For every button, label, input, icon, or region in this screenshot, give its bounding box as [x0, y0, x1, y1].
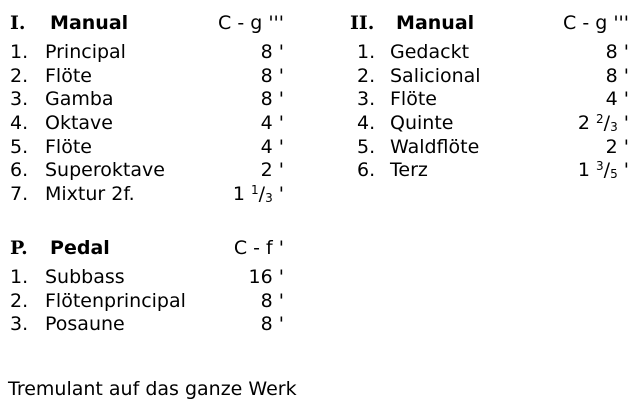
division-manual-2	[350, 10, 635, 183]
stop-number: 1.	[357, 41, 376, 63]
division-name: Pedal	[50, 237, 110, 259]
stop-number: 3.	[357, 88, 376, 111]
stop-pitch: 2 $^2/_3$ '	[577, 112, 629, 135]
stop-name: Mixtur 2f.	[45, 183, 135, 206]
stop-name: Superoktave	[45, 159, 165, 182]
stop-pitch: 8 '	[260, 289, 284, 312]
stop-row	[10, 183, 290, 207]
division-header	[350, 10, 635, 36]
stop-pitch: 8 '	[260, 64, 284, 87]
stop-row	[10, 290, 290, 314]
stop-pitch: 1 $^3/_5$ '	[577, 159, 629, 182]
stop-row	[350, 112, 635, 136]
stop-number: 2.	[10, 64, 29, 87]
stop-name: Quinte	[390, 112, 454, 135]
stop-pitch: 16 '	[248, 266, 284, 288]
stop-number: 2.	[357, 64, 376, 87]
stop-pitch: 8 '	[605, 64, 629, 87]
stop-pitch: 8 '	[260, 313, 284, 336]
stop-pitch: 8 '	[605, 41, 629, 63]
division-header	[10, 235, 290, 261]
stop-pitch: 4 '	[260, 135, 284, 158]
stop-number: 1.	[10, 266, 29, 288]
stop-name: Gedackt	[390, 41, 470, 63]
stop-row	[10, 88, 290, 112]
stop-pitch: 1 $^1/_3$ '	[232, 183, 284, 206]
stop-number: 6.	[357, 159, 376, 182]
stop-pitch: 4 '	[260, 112, 284, 135]
division-numeral: II.	[350, 12, 375, 34]
stop-pitch: 8 '	[260, 88, 284, 111]
stop-row	[10, 112, 290, 136]
stop-row	[350, 136, 635, 160]
stop-number: 3.	[10, 313, 29, 336]
stop-number: 6.	[10, 159, 29, 182]
tremulant-note: Tremulant auf das ganze Werk	[8, 378, 297, 400]
stop-pitch: 2 '	[260, 159, 284, 182]
stop-row	[350, 88, 635, 112]
stop-name: Flöte	[390, 88, 437, 111]
stop-row	[350, 65, 635, 89]
division-compass: C - g '''	[218, 12, 284, 34]
stop-number: 2.	[10, 289, 29, 312]
stop-name: Flötenprincipal	[45, 289, 186, 312]
stop-pitch: 8 '	[260, 41, 284, 63]
stop-name: Terz	[390, 159, 428, 182]
stop-name: Subbass	[45, 266, 125, 288]
stop-number: 4.	[10, 112, 29, 135]
stop-row	[350, 159, 635, 183]
stop-name: Principal	[45, 41, 126, 63]
stop-row	[350, 41, 635, 65]
stop-row	[10, 159, 290, 183]
stop-name: Gamba	[45, 88, 114, 111]
stop-row	[10, 266, 290, 290]
division-compass: C - g '''	[563, 12, 629, 34]
stop-name: Flöte	[45, 135, 92, 158]
stop-name: Oktave	[45, 112, 113, 135]
division-numeral: P.	[10, 237, 28, 259]
stop-pitch: 4 '	[605, 88, 629, 111]
stop-row	[10, 136, 290, 160]
division-numeral: I.	[10, 12, 26, 34]
stop-pitch: 2 '	[605, 135, 629, 158]
division-pedal	[10, 235, 290, 337]
division-header	[10, 10, 290, 36]
stop-number: 3.	[10, 88, 29, 111]
stop-number: 4.	[357, 112, 376, 135]
stop-name: Posaune	[45, 313, 125, 336]
stop-name: Flöte	[45, 64, 92, 87]
stop-number: 5.	[357, 135, 376, 158]
stop-name: Waldflöte	[390, 135, 480, 158]
division-compass: C - f '	[233, 237, 284, 259]
division-name: Manual	[50, 12, 129, 34]
stop-number: 5.	[10, 135, 29, 158]
stop-row	[10, 41, 290, 65]
division-name: Manual	[396, 12, 475, 34]
stop-row	[10, 65, 290, 89]
division-manual-1	[10, 10, 290, 207]
stop-row	[10, 313, 290, 337]
stop-number: 7.	[10, 183, 29, 206]
stop-number: 1.	[10, 41, 29, 63]
stop-name: Salicional	[390, 64, 481, 87]
